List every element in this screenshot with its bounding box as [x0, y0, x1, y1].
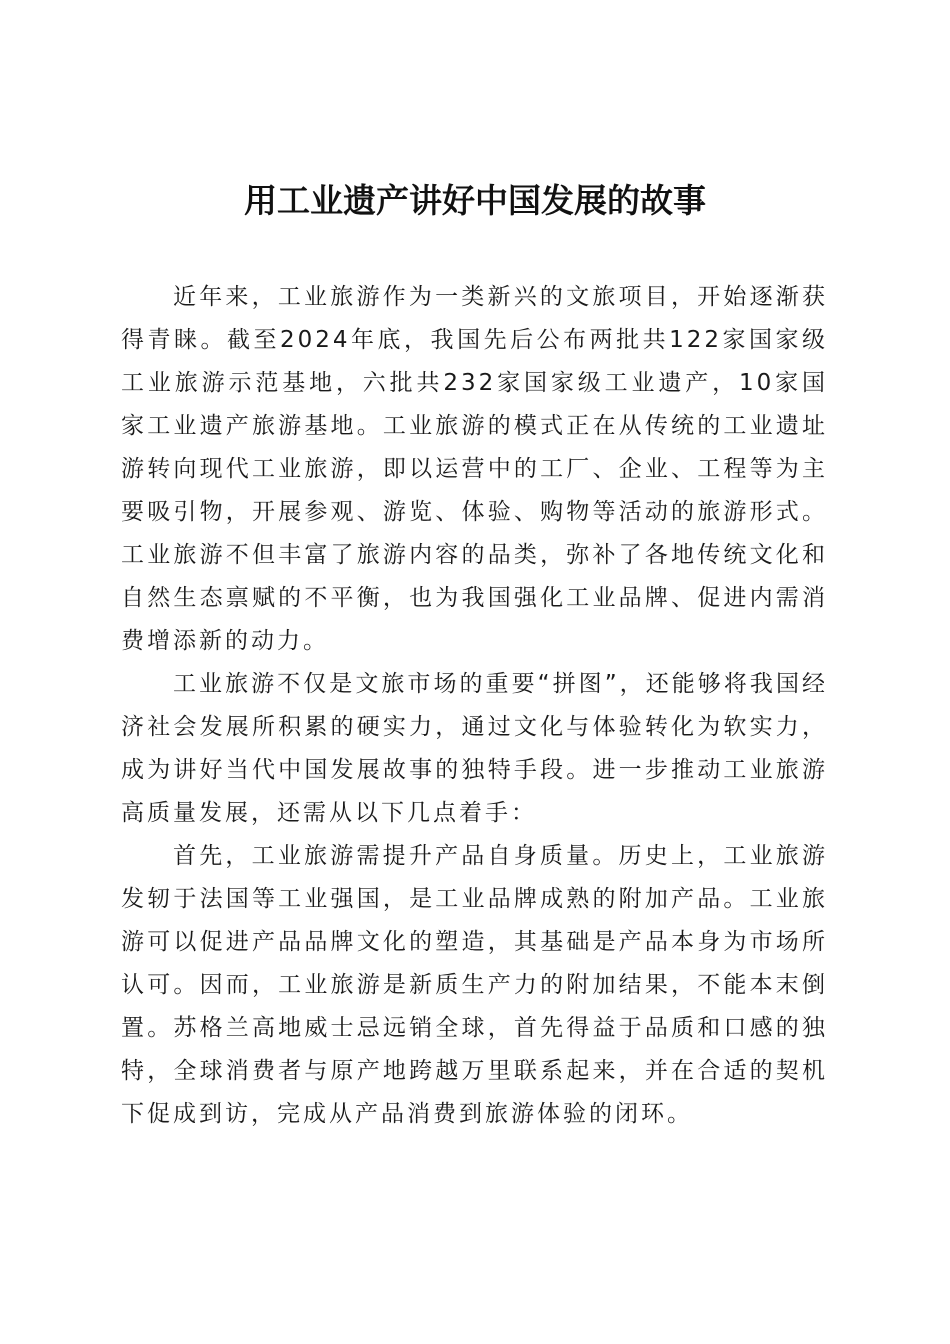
paragraph: 首先，工业旅游需提升产品自身质量。历史上，工业旅游发轫于法国等工业强国，是工业品牌成熟的附加产品。工业旅游可以促进产品品牌文化的塑造，其基础是产品本身为市场所认可。因而，工业旅游是新质生产力的附加结果，不能本末倒置。苏格兰高地威士忌远销全球，首先得益于品质和口感的独特，全球消费者与原产地跨越万里联系起来，并在合适的契机下促成到访，完成从产品消费到旅游体验的闭环。: [121, 843, 828, 1127]
document-title: 用工业遗产讲好中国发展的故事: [244, 181, 706, 220]
paragraph: 工业旅游不仅是文旅市场的重要“拼图”，还能够将我国经济社会发展所积累的硬实力，通过文化与体验转化为软实力，成为讲好当代中国发展故事的独特手段。进一步推动工业旅游高质量发展，还需从以下几点着手：: [121, 671, 828, 826]
paragraph: 近年来，工业旅游作为一类新兴的文旅项目，开始逐渐获得青睐。截至2024年底，我国先后公布两批共122家国家级工业旅游示范基地，六批共232家国家级工业遗产，10家国家工业遗产旅游基地。工业旅游的模式正在从传统的工业遗址游转向现代工业旅游，即以运营中的工厂、企业、工程等为主要吸引物，开展参观、游览、体验、购物等活动的旅游形式。工业旅游不但丰富了旅游内容的品类，弥补了各地传统文化和自然生态禀赋的不平衡，也为我国强化工业品牌、促进内需消费增添新的动力。: [121, 284, 828, 654]
document-body: [121, 276, 828, 1136]
